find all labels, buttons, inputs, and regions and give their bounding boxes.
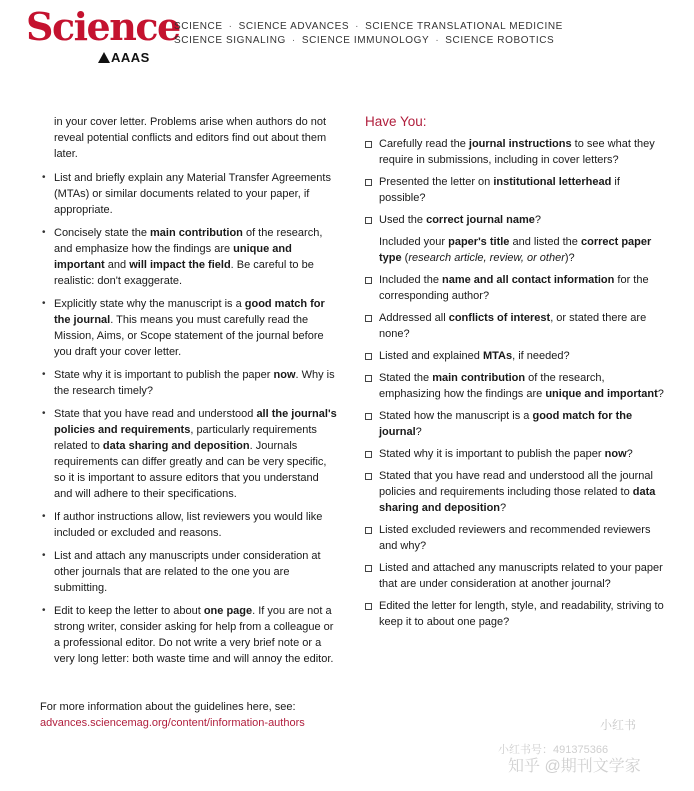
checkbox-icon (365, 375, 372, 382)
checklist-item (365, 560, 665, 592)
checkbox-icon (365, 141, 372, 148)
checklist-item (365, 212, 665, 228)
item-text: and (104, 259, 130, 271)
guidelines-list (40, 170, 340, 667)
page-header (0, 0, 694, 70)
item-text: and listed the (509, 236, 581, 248)
journal-separator: · (291, 35, 296, 46)
item-text: , if needed? (512, 350, 570, 362)
emphasis-text: data sharing and deposition (102, 440, 250, 452)
item-text: State why it is important to publish the paper (54, 369, 274, 381)
science-logo: Science (26, 4, 180, 49)
item-text: Used the (379, 214, 427, 226)
item-text: of the research, emphasizing how the findings are (379, 372, 605, 400)
journal-separator: · (355, 21, 360, 32)
journal-separator: · (228, 21, 233, 32)
checklist-item (365, 272, 665, 304)
item-text: Listed and attached any manuscripts related to your paper that are under consideration at another journal? (379, 562, 663, 590)
item-text: . Why is the research timely? (54, 369, 335, 397)
item-text: ? (500, 502, 507, 514)
guideline-item (40, 170, 340, 218)
checkbox-icon (365, 413, 372, 420)
checklist-item (365, 136, 665, 168)
checklist-column (365, 114, 665, 636)
guideline-item (40, 296, 340, 360)
item-text: ? (415, 426, 422, 438)
journal-row-2 (174, 34, 563, 48)
item-text: Listed and explained (379, 350, 483, 362)
checklist (365, 136, 665, 630)
guideline-item (40, 603, 340, 667)
checklist-item (365, 348, 665, 364)
emphasis-text: main contribution (150, 227, 243, 239)
item-text: ? (657, 388, 664, 400)
journal-name[interactable]: SCIENCE ROBOTICS (445, 35, 555, 46)
emphasis-text: main contribution (432, 372, 526, 384)
checklist-item (365, 234, 665, 266)
checkbox-icon (365, 277, 372, 284)
watermark-sub: 小红书号：491375366 (498, 744, 609, 756)
checkbox-icon (365, 179, 372, 186)
checkbox-icon (365, 603, 372, 610)
checklist-item (365, 598, 665, 630)
checkbox-icon (365, 527, 372, 534)
item-text: Addressed all (379, 312, 449, 324)
emphasis-text: name and all contact information (442, 274, 615, 286)
emphasis-text: good match for the journal (379, 410, 633, 438)
item-text: . Journals requirements can differ greatly and can be very specific, so it is important to assure editors that you understand and will adhere to their specifications. (54, 440, 327, 500)
item-text: ? (534, 214, 542, 226)
item-text: Concisely state the (54, 227, 150, 239)
guideline-item (40, 509, 340, 541)
watermark-small: 小红书 (600, 718, 637, 732)
item-text: Edit to keep the letter to about (54, 605, 204, 617)
journal-name[interactable]: SCIENCE SIGNALING (174, 35, 286, 46)
emphasis-text: good match for the journal (54, 298, 325, 326)
item-text: ? (626, 448, 633, 460)
guideline-item (40, 367, 340, 399)
emphasis-text: all the journal's policies and requirements (54, 408, 337, 436)
emphasis-text: conflicts of interest (448, 312, 551, 324)
checkbox-icon (365, 473, 372, 480)
item-text: , or stated there are none? (379, 312, 647, 340)
emphasis-text: now (604, 448, 627, 460)
item-text: to see what they require in submissions, including in cover letters? (379, 138, 655, 166)
aaas-triangle-icon (98, 52, 110, 63)
item-text: Edited the letter for length, style, and readability, striving to keep it to about one page? (379, 600, 664, 628)
item-text: List and briefly explain any Material Transfer Agreements (MTAs) or similar documents related to your paper, if appropriate. (54, 172, 331, 216)
item-text: if possible? (379, 176, 620, 204)
checkbox-icon (365, 315, 372, 322)
journal-name[interactable]: SCIENCE IMMUNOLOGY (301, 35, 430, 46)
item-text: If author instructions allow, list reviewers you would like included or excluded and reasons. (54, 511, 323, 539)
emphasis-text: research article, review, or other (408, 252, 565, 264)
item-text: for the corresponding author? (379, 274, 649, 302)
emphasis-text: paper's title (448, 236, 510, 248)
emphasis-text: journal instructions (468, 138, 572, 150)
checklist-item (365, 468, 665, 516)
checklist-item (365, 370, 665, 402)
more-info (40, 699, 360, 731)
item-text: Stated how the manuscript is a (379, 410, 533, 422)
more-info-link[interactable]: advances.sciencemag.org/content/information-authors (40, 717, 305, 729)
item-text: Carefully read the (379, 138, 469, 150)
item-text: Stated that you have read and understood all the journal policies and requirements including those related to (379, 470, 653, 498)
emphasis-text: unique and important (545, 388, 658, 400)
item-text: . If you are not a strong writer, consider asking for help from a colleague or a professional editor. Do not write a very brief note or a very long letter: both waste time and will annoy the editor. (54, 605, 334, 665)
item-text: Explicitly state why the manuscript is a (54, 298, 245, 310)
item-text: Stated why it is important to publish the paper (379, 448, 605, 460)
item-text: . Be careful to be realistic: don't exaggerate. (54, 259, 314, 287)
journal-separator: · (435, 35, 440, 46)
checklist-heading: Have You: (365, 114, 427, 129)
emphasis-text: correct paper type (379, 236, 652, 264)
item-text: )? (564, 252, 575, 264)
emphasis-text: institutional letterhead (493, 176, 612, 188)
checkbox-icon (365, 217, 372, 224)
lead-paragraph: in your cover letter. Problems arise when authors do not reveal potential conflicts and editors find out about them later. (54, 116, 327, 160)
journal-name[interactable]: SCIENCE (174, 21, 223, 32)
item-text: ( (401, 252, 409, 264)
checkbox-icon (365, 451, 372, 458)
emphasis-text: correct journal name (426, 214, 535, 226)
guidelines-column (40, 114, 340, 674)
aaas-logo (98, 50, 150, 66)
item-text: , particularly requirements related to (54, 424, 317, 452)
guideline-item (40, 225, 340, 289)
emphasis-text: will impact the field (129, 259, 231, 271)
journal-family-list (174, 20, 563, 48)
checklist-item (365, 310, 665, 342)
item-text: . This means you must carefully read the Mission, Aims, or Scope statement of the journal before you draft your cover letter. (54, 314, 324, 358)
checklist-item (365, 446, 665, 462)
journal-row-1 (174, 20, 563, 34)
journal-name[interactable]: SCIENCE ADVANCES (238, 21, 350, 32)
emphasis-text: data sharing and deposition (379, 486, 656, 514)
item-text: of the research, and emphasize how the findings are (54, 227, 323, 255)
checkbox-icon (365, 353, 372, 360)
item-text: Included the (379, 274, 442, 286)
item-text: Stated the (379, 372, 433, 384)
item-text: Presented the letter on (379, 176, 494, 188)
guideline-item (40, 548, 340, 596)
emphasis-text: unique and important (54, 243, 292, 271)
emphasis-text: MTAs (482, 350, 513, 362)
watermark-main: 知乎 @期刊文学家 (508, 758, 641, 775)
journal-name[interactable]: SCIENCE TRANSLATIONAL MEDICINE (365, 21, 563, 32)
guideline-item (40, 406, 340, 502)
emphasis-text: one page (203, 605, 253, 617)
more-info-text: For more information about the guidelines here, see: (40, 701, 296, 713)
checklist-item (365, 408, 665, 440)
emphasis-text: now (273, 369, 296, 381)
item-text: List and attach any manuscripts under consideration at other journals that are related to the one you are submitting. (54, 550, 321, 594)
checklist-item (365, 522, 665, 554)
item-text: Listed excluded reviewers and recommended reviewers and why? (379, 524, 651, 552)
item-text: State that you have read and understood (54, 408, 257, 420)
checklist-item (365, 174, 665, 206)
aaas-label: AAAS (111, 50, 150, 65)
checkbox-icon (365, 565, 372, 572)
item-text: Included your (379, 236, 449, 248)
